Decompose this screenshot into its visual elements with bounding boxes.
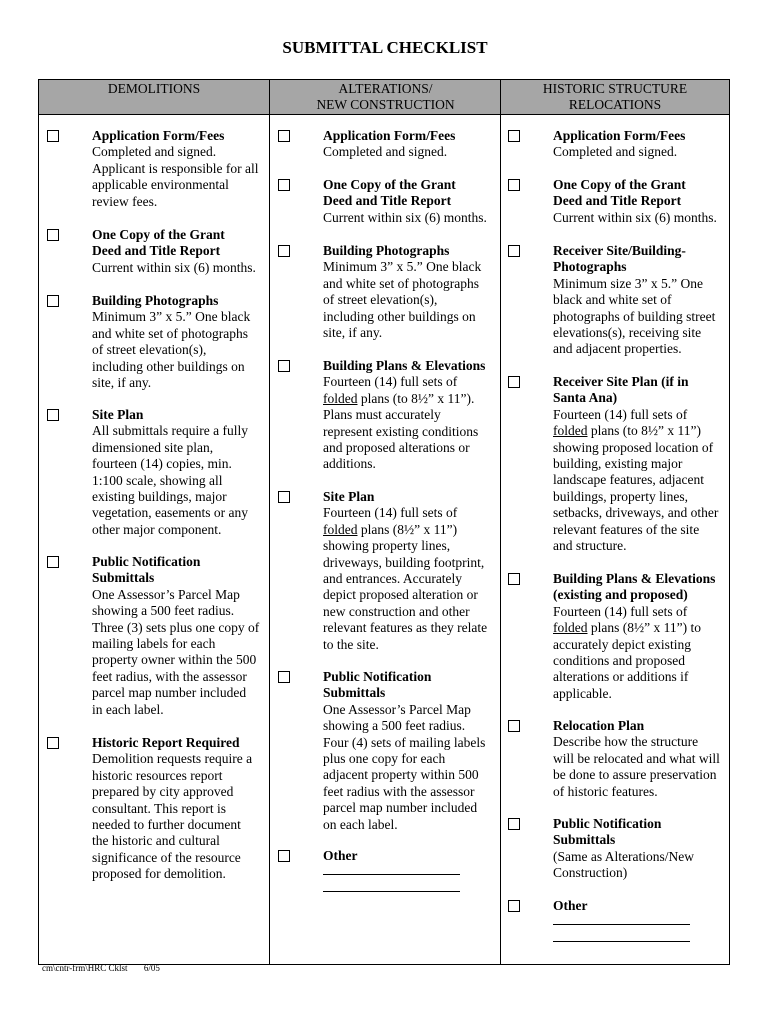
text-line <box>323 817 485 833</box>
text-line <box>92 603 259 619</box>
text-run: showing a 500 feet radius. <box>323 718 466 734</box>
text-line <box>92 161 258 177</box>
text-run: applicable. <box>553 685 612 701</box>
text-run: dimensioned site plan, <box>92 439 214 455</box>
footer-path: cm\cntr-frm\HRC Cklst <box>42 963 128 973</box>
text-run: be done to assure preservation <box>553 767 717 783</box>
text-run: of street elevation(s), <box>323 292 438 308</box>
text-run: Completed and signed. <box>323 144 448 160</box>
text-run: plus one copy for each <box>323 751 446 767</box>
item-title: Other <box>553 898 588 913</box>
text-run: Minimum 3” x 5.” One black <box>323 259 482 275</box>
text-run: building, existing major <box>553 456 683 472</box>
checklist-item <box>323 243 481 341</box>
text-run: conditions and proposed <box>553 653 685 669</box>
text-line <box>553 767 720 783</box>
text-run: Describe how the structure <box>553 734 699 750</box>
fill-in-line[interactable] <box>323 874 460 875</box>
checkbox[interactable] <box>47 130 59 142</box>
checkbox[interactable] <box>47 229 59 241</box>
text-run: historic resources report <box>92 767 223 783</box>
text-run: Minimum 3” x 5.” One black <box>92 309 251 325</box>
item-title: Site Plan <box>323 489 375 504</box>
text-line <box>92 375 250 391</box>
text-run: adjacent property within 500 <box>323 767 479 783</box>
checklist-item <box>553 898 588 914</box>
text-run: black and white set of <box>553 292 672 308</box>
text-run: Current within six (6) months. <box>92 259 256 275</box>
text-run: accurately depict existing <box>553 636 691 652</box>
checklist-item <box>323 848 358 864</box>
text-line <box>92 440 248 456</box>
checklist-item <box>92 293 250 391</box>
text-line <box>553 620 715 636</box>
text-line <box>553 849 694 865</box>
text-line <box>553 489 718 505</box>
text-run: Applicant is responsible for all <box>92 160 259 176</box>
text-run: in each label. <box>92 701 164 717</box>
text-run: needed to further document <box>92 817 241 833</box>
text-line <box>92 456 248 472</box>
text-run: additions. <box>323 456 376 472</box>
item-title: Public Notification <box>323 669 432 684</box>
text-run: and white set of photographs <box>92 325 248 341</box>
text-line <box>323 735 485 751</box>
fill-in-line[interactable] <box>553 924 690 925</box>
checklist-item <box>553 177 717 226</box>
text-line <box>92 342 250 358</box>
text-run: All submittals require a fully <box>92 423 248 439</box>
text-line <box>92 177 258 193</box>
text-line <box>92 702 259 718</box>
text-run: depict proposed alteration or <box>323 587 478 603</box>
text-line <box>323 407 485 423</box>
underlined-word: folded <box>553 620 588 636</box>
text-line <box>553 522 718 538</box>
text-line <box>323 391 485 407</box>
text-line <box>553 865 694 881</box>
fill-in-line[interactable] <box>323 891 460 892</box>
text-line <box>323 325 481 341</box>
item-title: Building Plans & Elevations <box>323 358 486 373</box>
text-run: feet radius with the assessor <box>323 783 475 799</box>
item-title: One Copy of the Grant <box>323 177 456 192</box>
text-run: parcel map number included <box>92 685 247 701</box>
text-run: (Same as Alterations/New <box>553 848 694 864</box>
text-line <box>553 784 720 800</box>
item-title: Santa Ana) <box>553 390 618 406</box>
text-line <box>323 456 485 472</box>
text-line <box>92 489 248 505</box>
text-line <box>92 751 252 767</box>
checkbox[interactable] <box>278 130 290 142</box>
item-title: Submittals <box>553 832 616 848</box>
checkbox[interactable] <box>508 376 520 388</box>
text-line <box>92 473 248 489</box>
text-line <box>92 817 252 833</box>
text-line <box>323 309 481 325</box>
checklist-item <box>553 243 715 358</box>
text-line <box>92 620 259 636</box>
text-run: Four (4) sets of mailing labels <box>323 734 486 750</box>
text-run: setbacks, driveways, and other <box>553 505 719 521</box>
text-run: One Assessor’s Parcel Map <box>323 701 471 717</box>
text-line <box>323 424 485 440</box>
checkbox[interactable] <box>278 671 290 683</box>
checkbox[interactable] <box>47 409 59 421</box>
text-run: site, if any. <box>92 375 152 391</box>
text-line <box>553 407 718 423</box>
checkbox[interactable] <box>278 850 290 862</box>
text-run: photographs of building street <box>553 308 716 324</box>
checkbox[interactable] <box>508 245 520 257</box>
checkbox[interactable] <box>47 295 59 307</box>
checklist-item <box>323 128 455 161</box>
text-run: One Assessor’s Parcel Map <box>92 586 240 602</box>
text-line <box>323 538 487 554</box>
text-line <box>92 636 259 652</box>
text-run: relevant features as they relate <box>323 620 488 636</box>
text-line <box>92 768 252 784</box>
text-run: other major component. <box>92 521 222 537</box>
text-run: elevations(s), receiving site <box>553 325 702 341</box>
text-line <box>92 359 250 375</box>
item-title: Submittals <box>323 685 386 701</box>
text-run: Plans must accurately <box>323 407 441 423</box>
item-title: Application Form/Fees <box>323 128 456 143</box>
item-title: One Copy of the Grant <box>553 177 686 192</box>
text-line <box>553 423 718 439</box>
underlined-word: folded <box>553 423 588 439</box>
text-run: prepared by city approved <box>92 784 234 800</box>
item-title: Other <box>323 848 358 863</box>
text-run: showing proposed location of <box>553 439 714 455</box>
checklist-item <box>553 718 720 800</box>
text-line <box>92 669 259 685</box>
text-run: relevant features of the site <box>553 521 700 537</box>
item-title: Submittals <box>92 570 155 586</box>
text-line <box>92 309 250 325</box>
text-run: applicable environmental <box>92 177 229 193</box>
text-run: plans (to 8½” x 11”) <box>587 423 701 439</box>
text-run: showing property lines, <box>323 538 451 554</box>
text-run: parcel map number included <box>323 800 478 816</box>
text-line <box>323 571 487 587</box>
text-run: Current within six (6) months. <box>323 209 487 225</box>
text-line <box>92 522 248 538</box>
checklist-item <box>92 735 252 883</box>
item-title: Deed and Title Report <box>323 193 452 209</box>
text-run: and proposed alterations or <box>323 440 470 456</box>
text-run: Completed and signed. <box>553 144 678 160</box>
text-run: mailing labels for each <box>92 636 216 652</box>
column-divider <box>269 80 270 964</box>
text-run: the historic and cultural <box>92 833 220 849</box>
checklist-item <box>323 358 485 473</box>
text-line <box>323 784 485 800</box>
text-line <box>92 833 252 849</box>
item-title: Building Photographs <box>323 243 450 258</box>
text-line <box>323 292 481 308</box>
footer <box>42 963 174 973</box>
item-title: Deed and Title Report <box>92 243 221 259</box>
text-line <box>92 423 248 439</box>
text-line <box>553 210 717 226</box>
text-line <box>323 702 485 718</box>
text-run: buildings, property lines, <box>553 488 688 504</box>
text-run: represent existing conditions <box>323 423 479 439</box>
text-run: of street elevation(s), <box>92 342 207 358</box>
item-title: Building Plans & Elevations <box>553 571 716 586</box>
text-run: Construction) <box>553 865 628 881</box>
header-demolitions: DEMOLITIONS <box>107 81 201 96</box>
checklist-table <box>38 79 730 965</box>
checkbox[interactable] <box>508 130 520 142</box>
text-run: including other buildings on <box>92 358 245 374</box>
checkbox[interactable] <box>278 245 290 257</box>
item-title: Relocation Plan <box>553 718 645 733</box>
text-run: Minimum size 3” x 5.” One <box>553 275 703 291</box>
text-line <box>323 210 487 226</box>
text-line <box>553 341 715 357</box>
checklist-item <box>553 816 694 882</box>
text-line <box>553 292 715 308</box>
checklist-item <box>92 128 258 210</box>
underlined-word: folded <box>323 390 358 406</box>
checklist-item <box>92 227 256 276</box>
text-run: Current within six (6) months. <box>553 209 717 225</box>
text-line <box>553 276 715 292</box>
text-run: Completed and signed. <box>92 144 217 160</box>
text-line <box>92 260 256 276</box>
item-title: Application Form/Fees <box>92 128 225 143</box>
text-run: consultant. This report is <box>92 800 226 816</box>
text-line <box>92 850 252 866</box>
text-line <box>92 587 259 603</box>
text-run: will be relocated and what will <box>553 750 720 766</box>
page-title: SUBMITTAL CHECKLIST <box>282 38 488 57</box>
text-line <box>323 440 485 456</box>
checkbox[interactable] <box>508 818 520 830</box>
item-title: Photographs <box>553 259 627 275</box>
text-run: of historic features. <box>553 783 658 799</box>
checkbox[interactable] <box>47 737 59 749</box>
text-run: feet radius, with the assessor <box>92 668 247 684</box>
text-line <box>323 620 487 636</box>
checklist-item <box>92 554 259 718</box>
checklist-item <box>323 489 487 653</box>
item-title: Application Form/Fees <box>553 128 686 143</box>
text-run: plans (8½” x 11”) <box>357 521 458 537</box>
footer-date: 6/05 <box>143 963 160 973</box>
text-line <box>553 456 718 472</box>
text-run: Demolition requests require a <box>92 751 253 767</box>
checkbox[interactable] <box>278 491 290 503</box>
text-line <box>323 718 485 734</box>
text-run: including other buildings on <box>323 308 476 324</box>
text-run: proposed for demolition. <box>92 866 226 882</box>
text-line <box>553 325 715 341</box>
text-line <box>323 767 485 783</box>
text-line <box>553 440 718 456</box>
text-line <box>323 374 485 390</box>
text-line <box>92 685 259 701</box>
text-run: driveways, building footprint, <box>323 554 485 570</box>
item-title: One Copy of the Grant <box>92 227 225 242</box>
text-line <box>323 144 455 160</box>
text-run: showing a 500 feet radius. <box>92 603 235 619</box>
item-title: Public Notification <box>92 554 201 569</box>
text-run: vegetation, easements or any <box>92 505 248 521</box>
text-line <box>92 784 252 800</box>
text-line <box>323 276 481 292</box>
item-title: Receiver Site/Building- <box>553 243 686 258</box>
text-run: site, if any. <box>323 325 383 341</box>
item-title: Historic Report Required <box>92 735 240 750</box>
text-line <box>92 194 258 210</box>
text-run: 1:100 scale, showing all <box>92 472 223 488</box>
text-run: landscape features, adjacent <box>553 472 705 488</box>
checklist-item <box>553 571 715 702</box>
table-header <box>39 80 729 115</box>
text-run: and white set of photographs <box>323 275 479 291</box>
text-line <box>553 604 715 620</box>
item-title: Site Plan <box>92 407 144 422</box>
item-title: (existing and proposed) <box>553 587 688 603</box>
text-run: significance of the resource <box>92 849 241 865</box>
checklist-item <box>553 128 685 161</box>
text-run: Fourteen (14) full sets of <box>553 603 688 619</box>
text-run: on each label. <box>323 816 398 832</box>
text-run: Three (3) sets plus one copy of <box>92 619 260 635</box>
checklist-item <box>323 177 487 226</box>
checkbox[interactable] <box>278 360 290 372</box>
text-run: new construction and other <box>323 603 470 619</box>
text-line <box>92 326 250 342</box>
item-title: Building Photographs <box>92 293 219 308</box>
text-line <box>323 522 487 538</box>
text-line <box>553 653 715 669</box>
item-title: Receiver Site Plan (if in <box>553 374 689 389</box>
text-line <box>323 751 485 767</box>
text-run: review fees. <box>92 193 158 209</box>
text-run: alterations or additions if <box>553 669 689 685</box>
checkbox[interactable] <box>47 556 59 568</box>
column-divider <box>500 80 501 964</box>
text-line <box>553 505 718 521</box>
text-line <box>553 637 715 653</box>
text-line <box>92 144 258 160</box>
text-line <box>553 309 715 325</box>
text-run: and structure. <box>553 538 627 554</box>
text-line <box>323 800 485 816</box>
text-run: and adjacent properties. <box>553 341 682 357</box>
checkbox[interactable] <box>508 720 520 732</box>
text-run: Fourteen (14) full sets of <box>553 406 688 422</box>
text-line <box>323 505 487 521</box>
checkbox[interactable] <box>508 900 520 912</box>
checklist-item <box>323 669 485 833</box>
text-line <box>323 259 481 275</box>
text-run: existing buildings, major <box>92 489 227 505</box>
text-line <box>92 866 252 882</box>
item-title: Deed and Title Report <box>553 193 682 209</box>
text-run: to the site. <box>323 636 379 652</box>
text-line <box>323 587 487 603</box>
fill-in-line[interactable] <box>553 941 690 942</box>
checkbox[interactable] <box>508 179 520 191</box>
text-line <box>553 751 720 767</box>
text-line <box>92 505 248 521</box>
text-run: plans (8½” x 11”) to <box>587 620 701 636</box>
text-line <box>553 669 715 685</box>
text-line <box>553 472 718 488</box>
text-line <box>323 555 487 571</box>
text-line <box>553 144 685 160</box>
header-relocations: HISTORIC STRUCTURE RELOCATIONS <box>542 81 688 112</box>
text-run: fourteen (14) copies, min. <box>92 456 232 472</box>
text-line <box>553 686 715 702</box>
header-alterations: ALTERATIONS/ NEW CONSTRUCTION <box>316 81 455 112</box>
text-line <box>553 538 718 554</box>
item-title: Public Notification <box>553 816 662 831</box>
text-run: Fourteen (14) full sets of <box>323 374 458 390</box>
text-line <box>323 604 487 620</box>
checklist-item <box>92 407 248 538</box>
text-line <box>553 734 720 750</box>
text-run: plans (to 8½” x 11”). <box>357 390 475 406</box>
text-run: property owner within the 500 <box>92 652 257 668</box>
checkbox[interactable] <box>508 573 520 585</box>
text-line <box>323 637 487 653</box>
underlined-word: folded <box>323 521 358 537</box>
text-line <box>92 801 252 817</box>
text-run: and entrances. Accurately <box>323 571 463 587</box>
text-line <box>92 652 259 668</box>
checklist-item <box>553 374 718 554</box>
text-run: Fourteen (14) full sets of <box>323 505 458 521</box>
checkbox[interactable] <box>278 179 290 191</box>
